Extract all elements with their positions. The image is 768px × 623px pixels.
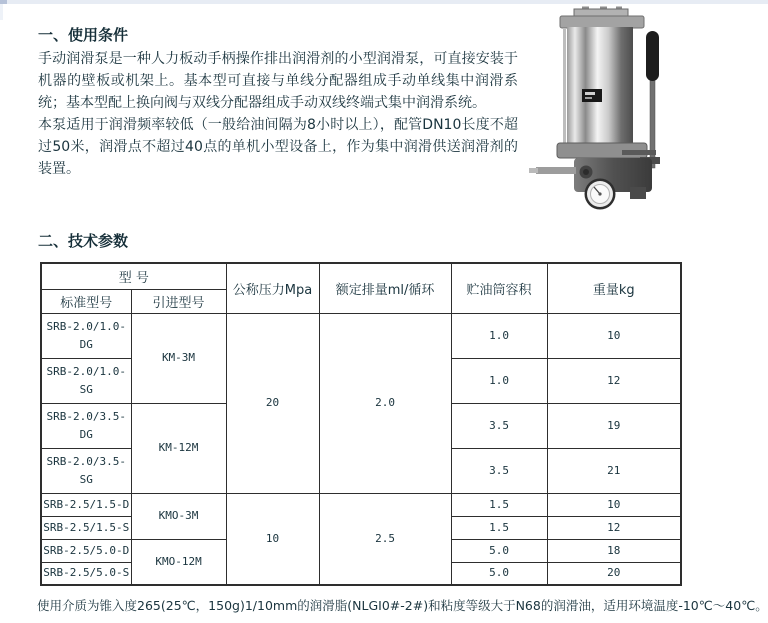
weight-cell: 10 [547, 493, 681, 516]
pump-left-fitting [536, 167, 576, 174]
displacement-cell: 2.0 [319, 313, 451, 493]
reservoir-cell: 5.0 [451, 539, 547, 562]
imported-model-cell: KMO-3M [131, 493, 226, 539]
usage-paragraph-2: 本泵适用于润滑频率较低（一般给油间隔为8小时以上），配管DN10长度不超过50米，润滑点不超过40点的单机小型设备上，作为集中润滑供送润滑剂的装置。 [38, 117, 518, 177]
section2-title: 二、技术参数 [38, 232, 129, 250]
table-row [41, 493, 681, 516]
reservoir-cell: 5.0 [451, 562, 547, 585]
section1-title: 一、使用条件 [38, 26, 129, 44]
medium-note: 使用介质为锥入度265(25℃，150g)1/10mm的润滑脂(NLGI0#-2#)和粘度等级大于N68的润滑油，适用环境温度-10℃～40℃。 [37, 598, 768, 613]
reservoir-cell: 1.0 [451, 358, 547, 403]
imported-model-cell: KM-3M [131, 313, 226, 403]
reservoir-cell: 3.5 [451, 403, 547, 448]
pump-reservoir-cylinder [557, 27, 647, 158]
pump-nameplate [582, 89, 602, 102]
pump-outlet [630, 187, 646, 199]
weight-cell: 20 [547, 562, 681, 585]
standard-model-cell: SRB-2.5/5.0-D [41, 539, 131, 562]
reservoir-cell: 3.5 [451, 448, 547, 493]
standard-model-cell: SRB-2.0/3.5-DG [41, 403, 131, 448]
weight-cell: 10 [547, 313, 681, 358]
standard-model-cell: SRB-2.0/1.0-DG [41, 313, 131, 358]
table-row [41, 313, 681, 358]
weight-cell: 12 [547, 516, 681, 539]
standard-model-cell: SRB-2.5/1.5-D [41, 493, 131, 516]
pump-photo-illustration [522, 6, 672, 216]
imported-model-cell: KMO-12M [131, 539, 226, 585]
reservoir-cell: 1.5 [451, 493, 547, 516]
pump-top-cap [560, 7, 644, 29]
col-header-reservoir: 贮油筒容积 [451, 263, 547, 313]
standard-model-cell: SRB-2.0/3.5-SG [41, 448, 131, 493]
weight-cell: 12 [547, 358, 681, 403]
pressure-cell: 20 [226, 313, 319, 493]
reservoir-cell: 1.5 [451, 516, 547, 539]
usage-conditions-text [38, 48, 518, 180]
col-header-pressure: 公称压力Mpa [226, 263, 319, 313]
reservoir-cell: 1.0 [451, 313, 547, 358]
weight-cell: 19 [547, 403, 681, 448]
weight-cell: 18 [547, 539, 681, 562]
col-header-imported-model: 引进型号 [131, 289, 226, 313]
weight-cell: 21 [547, 448, 681, 493]
standard-model-cell: SRB-2.5/5.0-S [41, 562, 131, 585]
pressure-cell: 10 [226, 493, 319, 585]
standard-model-cell: SRB-2.0/1.0-SG [41, 358, 131, 403]
col-header-weight: 重量kg [547, 263, 681, 313]
usage-paragraph-1: 手动润滑泵是一种人力板动手柄操作排出润滑剂的小型润滑泵，可直接安装于机器的壁板或机架上。基本型可直接与单线分配器组成手动单线集中润滑系统；基本型配上换向阀与双线分配器组成手动双线终端式集中润滑系统。 [38, 51, 518, 111]
pressure-gauge [585, 179, 616, 210]
table-header-row-1 [41, 263, 681, 289]
col-header-model-group: 型 号 [41, 263, 226, 289]
standard-model-cell: SRB-2.5/1.5-S [41, 516, 131, 539]
displacement-cell: 2.5 [319, 493, 451, 585]
top-decoration-strip [0, 0, 768, 4]
col-header-standard-model: 标准型号 [41, 289, 131, 313]
pump-photo [522, 6, 672, 216]
top-left-corner-mark [0, 0, 7, 4]
technical-parameters-table [40, 262, 682, 586]
imported-model-cell: KM-12M [131, 403, 226, 493]
col-header-displacement: 额定排量ml/循环 [319, 263, 451, 313]
